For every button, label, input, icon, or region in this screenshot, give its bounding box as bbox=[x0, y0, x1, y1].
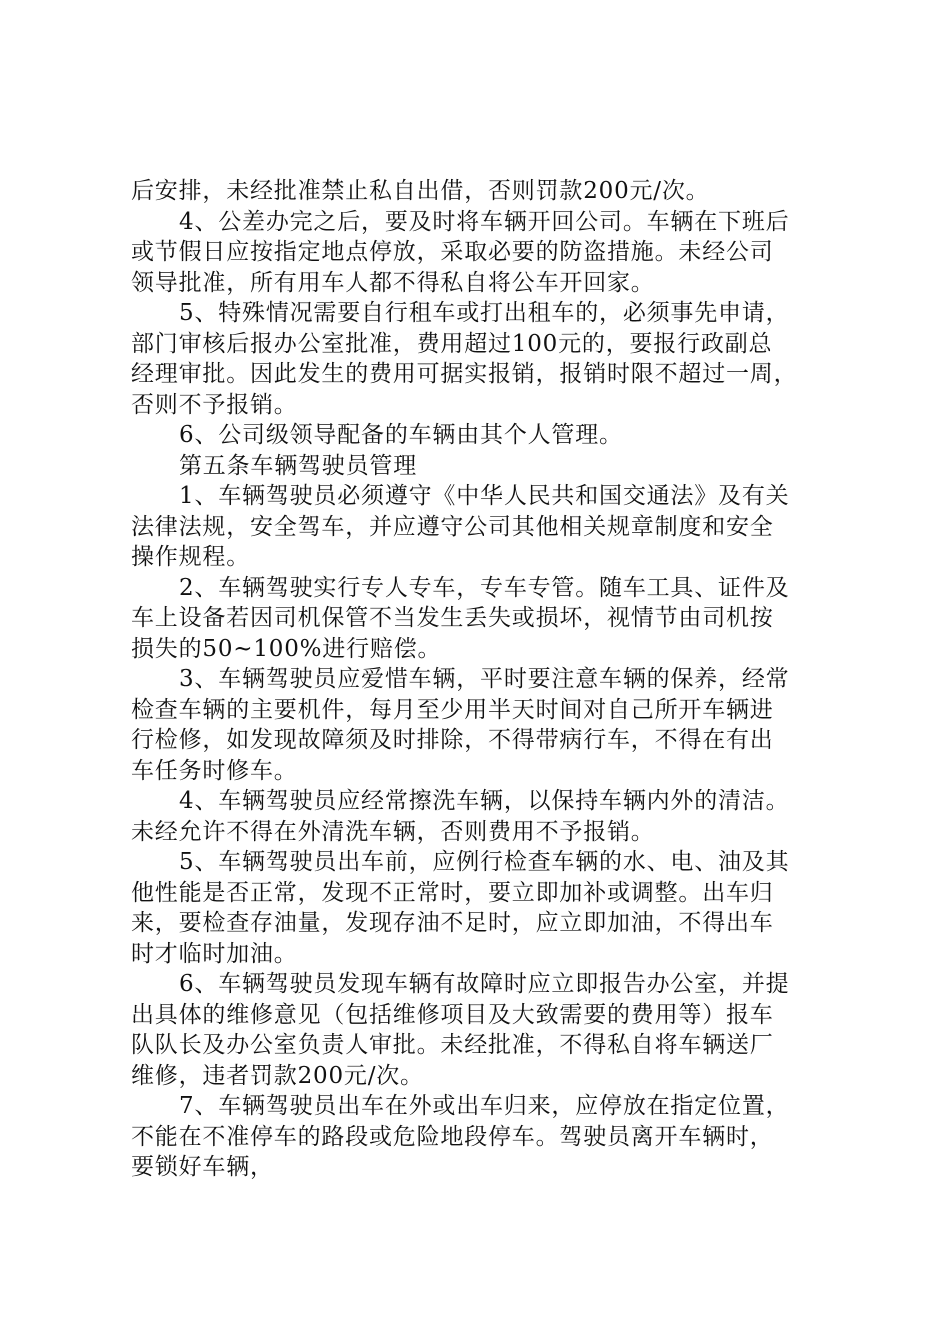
section-heading: 第五条车辆驾驶员管理 bbox=[179, 452, 417, 479]
text-line: 1、车辆驾驶员必须遵守《中华人民共和国交通法》及有关 bbox=[179, 483, 790, 509]
text-line: 领导批准，所有用车人都不得私自将公车开回家。 bbox=[131, 269, 655, 296]
text-line: 出具体的维修意见（包括维修项目及大致需要的费用等）报车 bbox=[131, 1001, 774, 1028]
document-body bbox=[131, 176, 831, 1183]
text-line: 要锁好车辆， bbox=[131, 1154, 274, 1180]
text-line: 操作规程。 bbox=[131, 544, 250, 570]
text-line: 车任务时修车。 bbox=[131, 757, 298, 784]
text-line: 不能在不准停车的路段或危险地段停车。驾驶员离开车辆时， bbox=[131, 1123, 774, 1150]
text-line: 否则不予报销。 bbox=[131, 391, 298, 418]
text-line: 6、公司级领导配备的车辆由其个人管理。 bbox=[179, 422, 623, 448]
text-line: 4、公差办完之后，要及时将车辆开回公司。车辆在下班后 bbox=[179, 208, 790, 235]
text-line: 5、特殊情况需要自行租车或打出租车的，必须事先申请， bbox=[179, 300, 790, 326]
text-line: 6、车辆驾驶员发现车辆有故障时应立即报告办公室，并提 bbox=[179, 971, 790, 997]
text-line: 经理审批。因此发生的费用可据实报销，报销时限不超过一周， bbox=[131, 361, 798, 387]
text-line: 时才临时加油。 bbox=[131, 940, 298, 967]
text-line: 来，要检查存油量，发现存油不足时，应立即加油，不得出车 bbox=[131, 910, 774, 936]
text-line: 车上设备若因司机保管不当发生丢失或损坏，视情节由司机按 bbox=[131, 605, 774, 631]
text-line: 后安排，未经批准禁止私自出借，否则罚款200元/次。 bbox=[131, 178, 710, 204]
text-line: 4、车辆驾驶员应经常擦洗车辆，以保持车辆内外的清洁。 bbox=[179, 788, 790, 814]
text-line: 2、车辆驾驶实行专人专车，专车专管。随车工具、证件及 bbox=[179, 574, 790, 601]
text-line: 未经允许不得在外清洗车辆，否则费用不予报销。 bbox=[131, 818, 655, 845]
text-line: 部门审核后报办公室批准，费用超过100元的，要报行政副总 bbox=[131, 330, 773, 357]
text-line: 法律法规，安全驾车，并应遵守公司其他相关规章制度和安全 bbox=[131, 513, 774, 540]
text-line: 队队长及办公室负责人审批。未经批准，不得私自将车辆送厂 bbox=[131, 1032, 774, 1058]
text-line: 他性能是否正常，发现不正常时，要立即加补或调整。出车归 bbox=[131, 879, 774, 906]
text-line: 损失的50~100%进行赔偿。 bbox=[131, 635, 442, 662]
text-line: 行检修，如发现故障须及时排除，不得带病行车，不得在有出 bbox=[131, 727, 774, 753]
text-line: 检查车辆的主要机件，每月至少用半天时间对自己所开车辆进 bbox=[131, 696, 774, 723]
text-line: 7、车辆驾驶员出车在外或出车归来，应停放在指定位置， bbox=[179, 1093, 790, 1119]
text-line: 3、车辆驾驶员应爱惜车辆，平时要注意车辆的保养，经常 bbox=[179, 666, 790, 692]
text-line: 维修，违者罚款200元/次。 bbox=[131, 1062, 424, 1089]
text-line: 或节假日应按指定地点停放，采取必要的防盗措施。未经公司 bbox=[131, 239, 774, 265]
text-line: 5、车辆驾驶员出车前，应例行检查车辆的水、电、油及其 bbox=[179, 849, 790, 875]
